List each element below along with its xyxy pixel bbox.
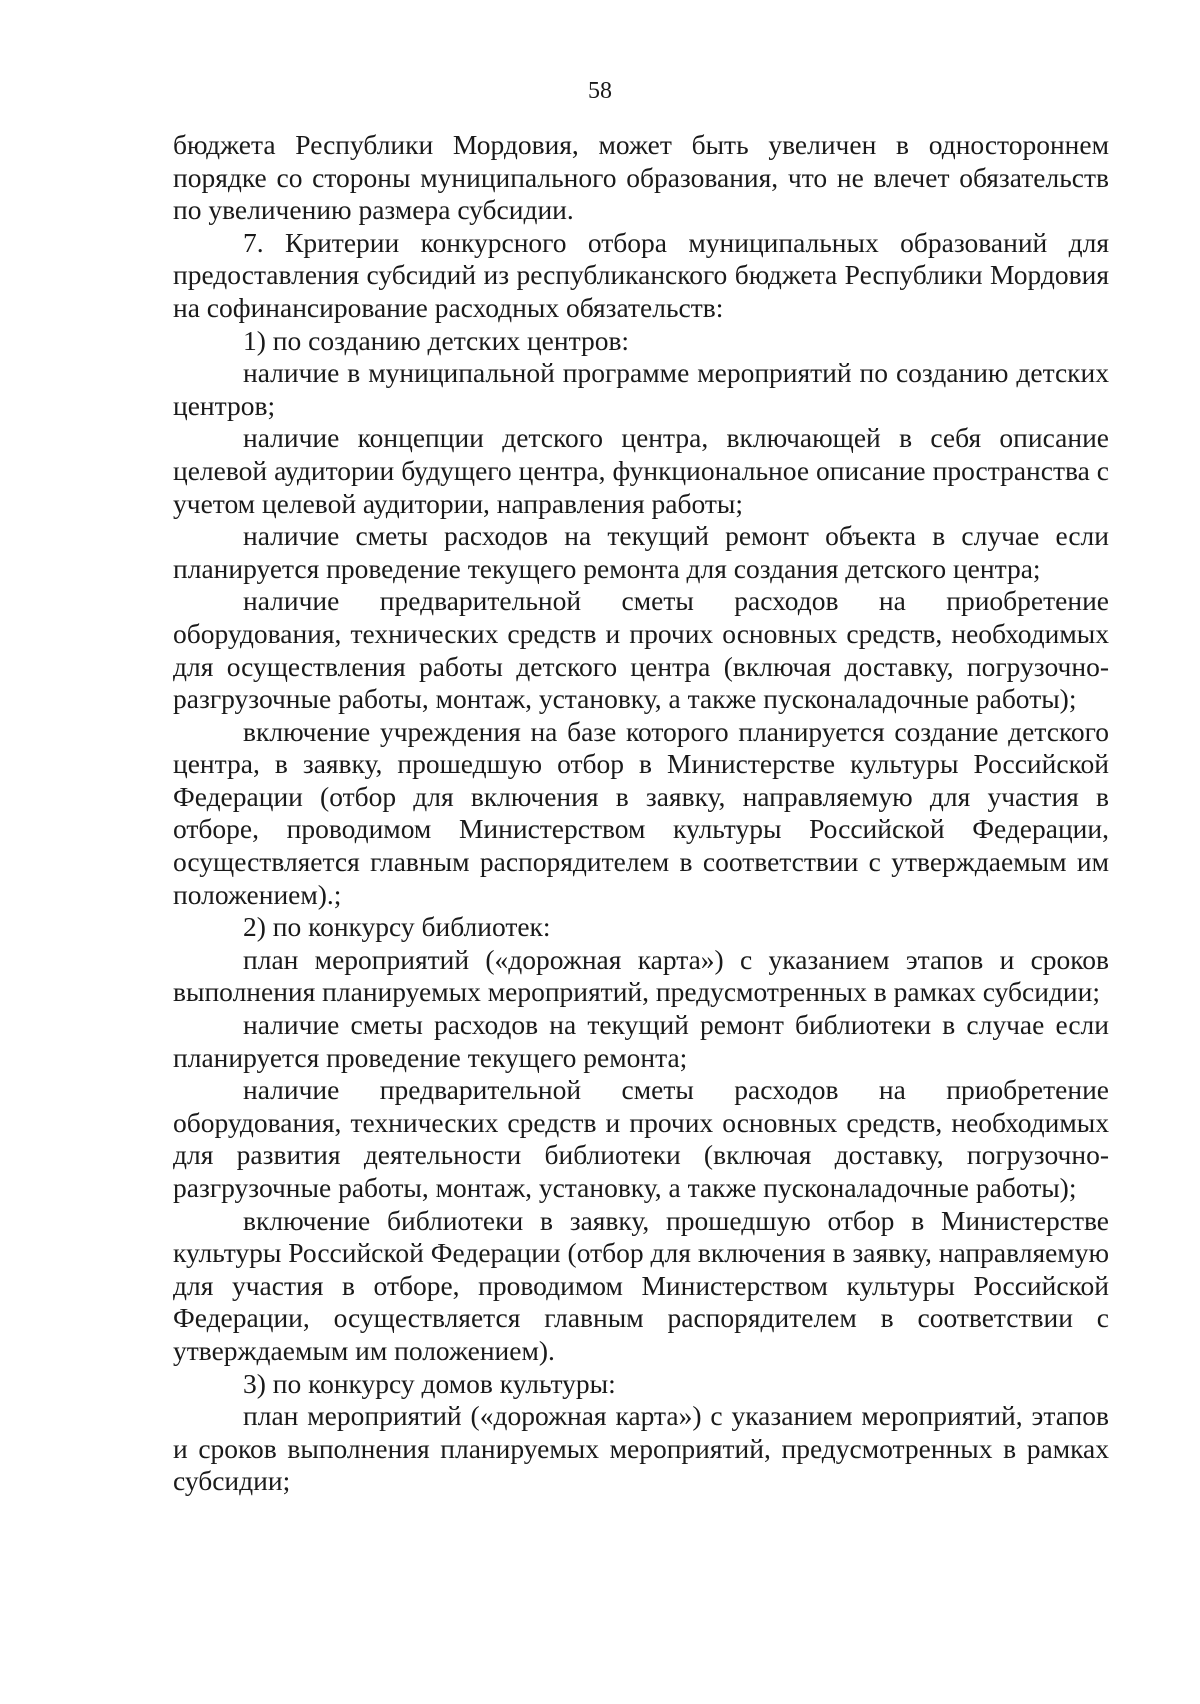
paragraph: включение учреждения на базе которого планируется создание детского центра, в заявку, прошедшую отбор в Министерстве культуры Российской Федерации (отбор для включения в заявку, направляемую для участия в отборе, проводимом Министерством культуры Российской Федерации, осуществляется главным распорядителем в соответствии с утверждаемым им положением).; (173, 715, 1109, 910)
page-number: 58 (588, 78, 612, 104)
paragraph: план мероприятий («дорожная карта») с указанием этапов и сроков выполнения планируемых мероприятий, предусмотренных в рамках субсидии; (173, 943, 1109, 1008)
paragraph: включение библиотеки в заявку, прошедшую отбор в Министерстве культуры Российской Федерации (отбор для включения в заявку, направляемую для участия в отборе, проводимом Министерством культуры Российской Федерации, осуществляется главным распорядителем в соответствии с утверждаемым им положением). (173, 1204, 1109, 1366)
paragraph: план мероприятий («дорожная карта») с указанием мероприятий, этапов и сроков выполнения планируемых мероприятий, предусмотренных в рамках субсидии; (173, 1400, 1109, 1497)
paragraph: наличие предварительной сметы расходов на приобретение оборудования, технических средств и прочих основных средств, необходимых для осуществления работы детского центра (включая доставку, погрузочно-разгрузочные работы, монтаж, установку, а также пусконаладочные работы); (173, 585, 1109, 715)
paragraph: 3) по конкурсу домов культуры: (243, 1367, 616, 1399)
paragraph: 1) по созданию детских центров: (243, 324, 630, 356)
paragraph: наличие сметы расходов на текущий ремонт объекта в случае если планируется проведение текущего ремонта для создания детского центра; (173, 520, 1109, 584)
paragraph: наличие в муниципальной программе мероприятий по созданию детских центров; (173, 357, 1109, 421)
paragraph: наличие сметы расходов на текущий ремонт библиотеки в случае если планируется проведение текущего ремонта; (173, 1009, 1109, 1073)
paragraph: наличие предварительной сметы расходов на приобретение оборудования, технических средств и прочих основных средств, необходимых для развития деятельности библиотеки (включая доставку, погрузочно-разгрузочные работы, монтаж, установку, а также пусконаладочные работы); (173, 1074, 1109, 1203)
paragraph: 2) по конкурсу библиотек: (243, 911, 551, 943)
paragraph: бюджета Республики Мордовия, может быть увеличен в одностороннем порядке со стороны муниципального образования, что не влечет обязательств по увеличению размера субсидии. (173, 129, 1109, 226)
paragraph: наличие концепции детского центра, включающей в себя описание целевой аудитории будущего центра, функциональное описание пространства с учетом целевой аудитории, направления работы; (173, 422, 1109, 519)
document-body (173, 129, 1109, 1498)
paragraph: 7. Критерии конкурсного отбора муниципальных образований для предоставления субсидий из республиканского бюджета Республики Мордовия на софинансирование расходных обязательств: (173, 226, 1109, 323)
